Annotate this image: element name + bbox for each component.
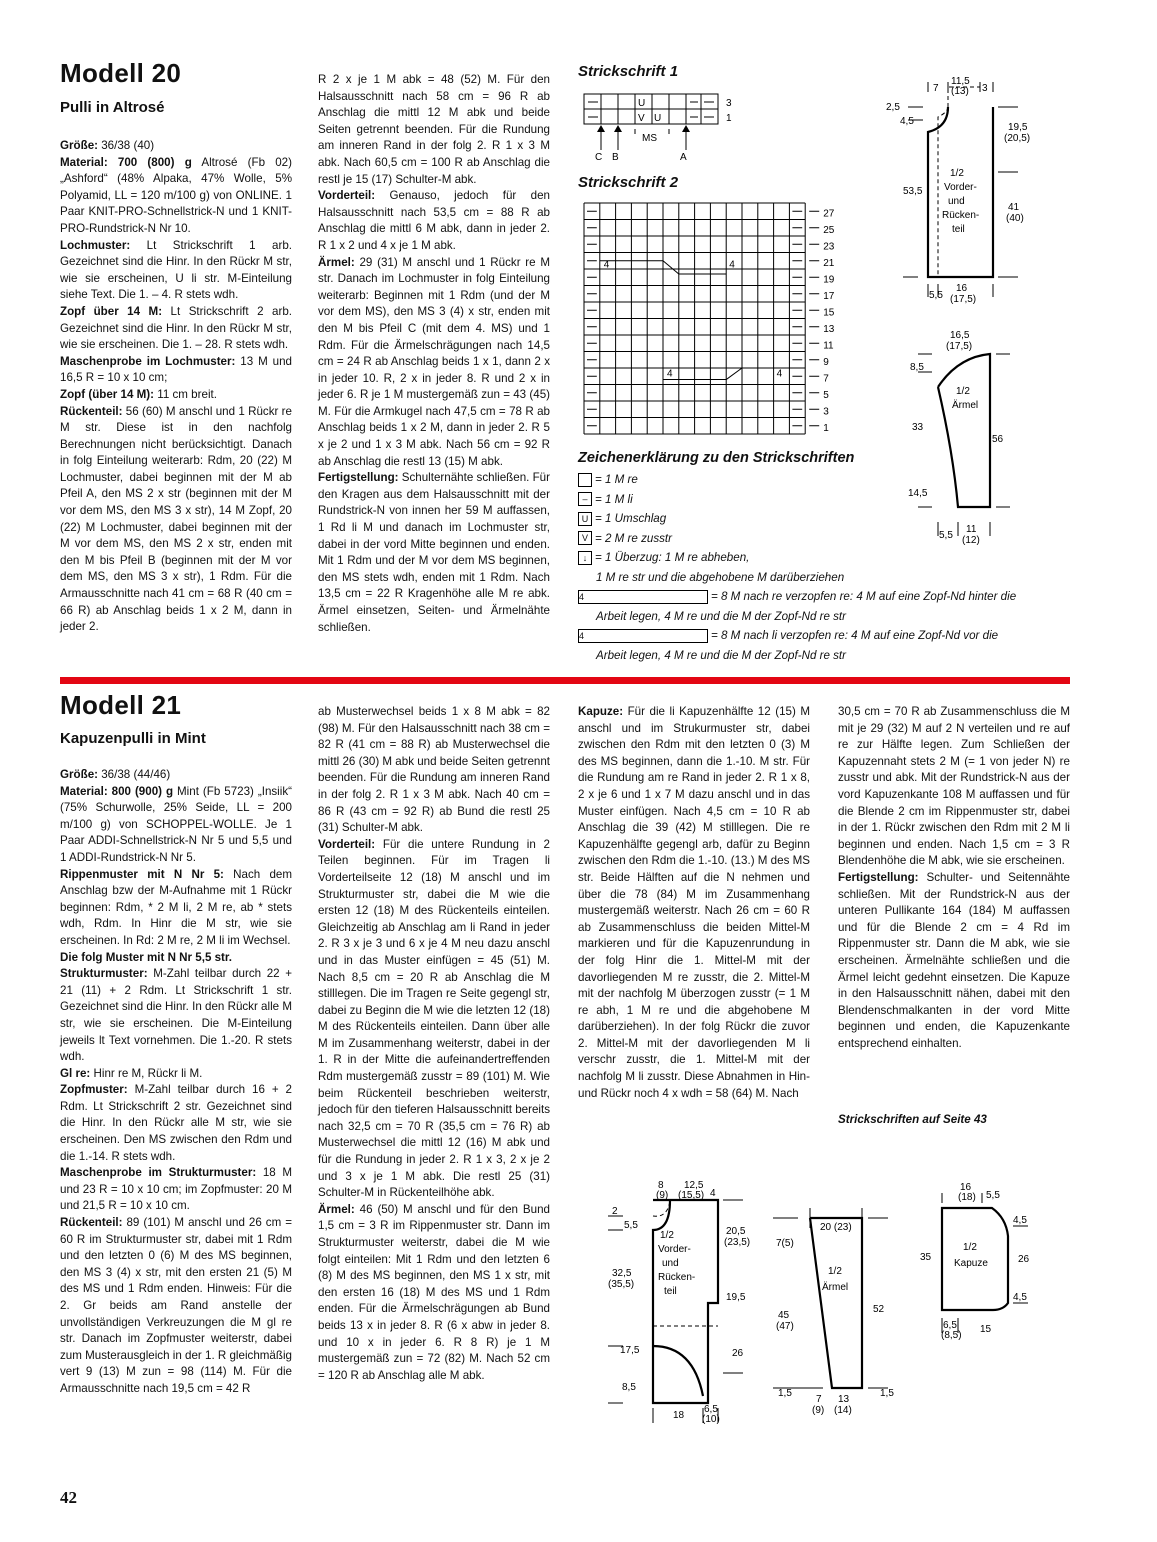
model20-subtitle: Pulli in Altrosé [60,99,165,116]
svg-text:13: 13 [838,1394,850,1405]
paragraph-heading: Maschenprobe im Strukturmuster: [60,1166,257,1180]
cable-right-symbol: 4 [578,590,708,604]
svg-text:8,5: 8,5 [622,1382,636,1393]
svg-text:26: 26 [1018,1254,1030,1265]
paragraph-text: 18 M und 23 R = 10 x 10 cm; im Zopfmuster: 20 M und 21,5 R = 10 x 10 cm. [60,1166,292,1213]
svg-text:16,5: 16,5 [950,330,970,341]
paragraph-text: 56 (60) M anschl und 1 Rückr re M str. Diese ist in den nachfolg Berechnungen nicht berücksichtigt. Danach in folg Einteilung weiterarb: Rdm, 20 (22) M Lochmuster, dabei beginnen mit der M ab Pfeil A, den MS 2 x str (beginnen mit der M vor dem MS, den MS 3 x str), 14 M Zopf, 20 (22) M Lochmuster, dabei beginnen mit der M vor dem MS, den MS 2 x str, enden mit den M bis Pfeil B (beginnen mit der M vor dem MS, den MS 3 x str), 1 Rdm. Für die Armausschnitte nach 41 cm = 68 R (40 cm = 66 R) ab Anschlag beids 1 x 2 M, dann in jeder 2. [60,404,292,634]
svg-text:5,5: 5,5 [929,290,943,301]
svg-text:8: 8 [658,1180,664,1191]
svg-text:Rücken-: Rücken- [658,1272,696,1283]
svg-text:U: U [638,98,646,109]
paragraph [60,354,292,387]
svg-text:17: 17 [823,290,835,302]
svg-text:56: 56 [992,434,1004,445]
svg-text:7: 7 [933,83,939,94]
svg-text:19: 19 [823,274,835,286]
paragraph-text: Altrosé (Fb 02) „Ashford“ (48% Alpaka, 47% Wolle, 5% Polyamid, LL = 120 m/100 g) von ONLINE. 1 Paar KNIT-PRO-Schnellstrick-N und 1 KNIT-PRO-Rundstrick-N Nr 10. [60,155,292,235]
paragraph [60,784,292,867]
svg-text:B: B [612,152,619,163]
svg-text:33: 33 [912,422,924,433]
paragraph [318,704,550,837]
svg-text:14,5: 14,5 [908,488,928,499]
svg-text:1: 1 [823,422,829,434]
svg-text:16: 16 [960,1182,972,1193]
paragraph [60,767,292,784]
paragraph [60,966,292,1066]
paragraph-heading: Größe: [60,768,99,781]
svg-text:4,5: 4,5 [1013,1292,1027,1303]
svg-text:18: 18 [673,1410,685,1421]
model21-title: Modell 21 [60,690,182,720]
svg-text:teil: teil [952,224,965,235]
paragraph-text: Schulter- und Seitennähte schließen. Mit der Rundstrick-N aus der unteren Pullikante 164 (184) M auffassen und für die Blende 2 cm = 4 Rd im Rippenmuster str. Dann die M abk, wie sie erscheinen. Ärmelnähte schließen und die Ärmel leicht gedehnt einsetzen. Die Kapuze in den Halsausschnitt nähen, dabei mit den Blendenschmalkanten in der vord Mitte beginnen und enden, die Kapuzenkante entsprechend einhalten. [838,870,1070,1050]
model21-schematics [598,1178,1068,1428]
knit-left-symbol: – [578,492,592,506]
svg-text:4: 4 [667,368,673,380]
skpo-symbol: ↓ [578,551,592,565]
model20-title: Modell 20 [60,58,182,88]
paragraph-heading: Die folg Muster mit N Nr 5,5 str. [60,950,233,964]
svg-text:(35,5): (35,5) [608,1279,635,1290]
svg-text:4: 4 [603,259,610,271]
svg-text:45: 45 [778,1310,790,1321]
paragraph [60,404,292,636]
paragraph-text: 13 M und 16,5 R = 10 x 10 cm; [60,354,292,385]
svg-text:15: 15 [980,1324,992,1335]
svg-text:(18): (18) [958,1192,976,1203]
svg-text:(15,5): (15,5) [678,1190,705,1201]
svg-text:19,5: 19,5 [726,1292,746,1303]
paragraph [318,72,550,188]
paragraph-heading: Ärmel: [318,1202,355,1216]
model21-column-4 [838,704,1070,1052]
svg-text:A: A [680,152,687,163]
svg-text:(40): (40) [1006,213,1024,224]
paragraph-text: ab Musterwechsel beids 1 x 8 M abk = 82 (98) M. Für den Halsausschnitt nach 38 cm = 82 R (41 cm = 88 R) ab Musterwechsel die mittl 26 (30) M abk und beide Seiten getrennt beenden. Für die Rundung am inneren Rand in der folg 2. R 1 x 3 M abk. Nach 40 cm = 86 R (43 cm = 92 R) ab Bund die restl 25 (31) Schulter-M abk. [318,705,551,835]
svg-text:6,5: 6,5 [943,1320,957,1331]
svg-text:Vorder-: Vorder- [944,182,977,193]
svg-text:9: 9 [823,356,829,368]
svg-text:Ärmel: Ärmel [952,400,979,411]
svg-text:2: 2 [612,1206,618,1217]
svg-text:41: 41 [1008,202,1020,213]
chart-reference: Strickschriften auf Seite 43 [838,1113,987,1126]
paragraph-heading: Vorderteil: [318,189,376,203]
svg-text:1/2: 1/2 [660,1230,674,1241]
svg-text:(13): (13) [951,86,969,97]
svg-text:2,5: 2,5 [886,102,900,113]
paragraph [60,238,292,304]
svg-text:1/2: 1/2 [828,1266,842,1277]
legend-title: Zeichenerklärung zu den Strickschriften [578,450,855,466]
chart2-title: Strickschrift 2 [578,174,679,191]
paragraph-text: Hinr re M, Rückr li M. [90,1066,203,1080]
svg-text:27: 27 [823,208,835,220]
svg-text:Kapuze: Kapuze [954,1258,988,1269]
paragraph-text: Lt Strickschrift 2 arb. Gezeichnet sind die Hinr. In den Rückr M str, wie sie erscheinen. Die 1. – 28. R stets wdh. [60,304,292,352]
svg-text:12,5: 12,5 [684,1180,704,1191]
paragraph-heading: Zopf (über 14 M): [60,387,155,401]
paragraph-heading: Maschenprobe im Lochmuster: [60,354,236,368]
svg-text:6,5: 6,5 [704,1404,718,1415]
svg-text:4,5: 4,5 [1013,1215,1027,1226]
paragraph-text: Lt Strickschrift 1 arb. Gezeichnet sind die Hinr. In den Rückr M str, wie sie erscheinen, U li str. M-Einteilung siehe Text. Die 1. – 4. R stets wdh. [60,238,292,302]
paragraph [60,304,292,354]
svg-text:MS: MS [642,133,657,144]
svg-text:(9): (9) [656,1190,669,1201]
svg-text:3: 3 [982,83,988,94]
paragraph-text: M-Zahl teilbar durch 22 + 21 (11) + 2 Rdm. Lt Strickschrift 1 str. Gezeichnet sind die Hinr. In den Rückr alle M str, wie sie erscheinen. Die M-Einteilung jeweils lt Text vornehmen. Die 1.-20. R stets wdh. [60,967,292,1064]
paragraph [60,155,292,238]
paragraph-text: M-Zahl teilbar durch 16 + 2 Rdm. Lt Strickschrift 2 str. Gezeichnet sind die Hinr. In den Rückr alle M str, wie sie erscheinen. Den MS zwischen den Rdm und die 1.-14. R stets wdh. [60,1083,292,1163]
paragraph-heading: Gl re: [60,1066,91,1080]
paragraph-heading: Größe: [60,139,99,152]
paragraph-text: Nach dem Anschlag bzw der M-Aufnahme mit 1 Rückr beginnen: Rdm, * 2 M li, 2 M re, ab * stets wdh, Rdm. In Hinr die M str, wie sie erscheinen. In Rd: 2 M re, 2 M li im Wechsel. [60,867,292,947]
model21-subtitle: Kapuzenpulli in Mint [60,730,206,747]
model20-column-2 [318,72,550,636]
svg-text:20,5: 20,5 [726,1226,746,1237]
paragraph [318,188,550,254]
paragraph [60,1165,292,1215]
paragraph-heading: Vorderteil: [318,837,376,851]
paragraph [60,387,292,404]
svg-text:23: 23 [823,241,835,253]
svg-text:(14): (14) [834,1405,852,1416]
svg-text:C: C [595,152,603,163]
svg-text:4: 4 [729,259,735,271]
paragraph [60,950,292,967]
svg-text:11: 11 [823,340,834,352]
svg-text:8,5: 8,5 [910,362,924,373]
svg-text:5,5: 5,5 [939,530,953,541]
svg-text:5,5: 5,5 [986,1190,1000,1201]
svg-text:4: 4 [776,368,783,380]
k2tog-symbol: V [578,531,592,545]
paragraph [318,255,550,471]
svg-text:21: 21 [823,257,835,269]
svg-text:17,5: 17,5 [620,1345,640,1356]
paragraph-text: 89 (101) M anschl und 26 cm = 60 R im Strukturmuster str, dabei mit 1 Rdm und den letzten 0 (6) M des MS beginnen, den MS 3 (4) x str, mit den ersten 21 (5) M des MS und 1 Rdm enden. Hinweis: Für die 2. Gr beids am Rand anstelle der unvollständigen Verkreuzungen die M gl re str. Danach im Zopfmuster weiterstr, dabei zum Musterausgleich in der 1. R gleichmäßig vert 9 (13) M zun = 98 (114) M. Für die Armausschnitte nach 19,5 cm = 42 R [60,1216,292,1395]
svg-text:11: 11 [966,524,977,535]
paragraph-text: Für die li Kapuzenhälfte 12 (15) M anschl und im Strukurmuster str, dabei zwischen den Rdm mit den letzten 0 (3) M des MS beginnen, dann die 1.-10. M str. Für die Rundung am re Rand in jeder 2. R 1 x 8, 2 x je 6 und 1 x 7 M dazu anschl und in das Muster einfügen. Nach 4,5 cm = 10 R ab Anschlag die 39 (42) M stilllegen. Die re Kapuzenhälfte gegengl arb, dafür zu Beginn zwischen den Rdm die 1.-10. (13.) M des MS str. Beide Hälften auf die N nehmen und über die 78 (84) M im Zusammenhang mustergemäß weiterstr. Nach 26 cm = 60 R ab Zusammenschluss die beiden Mittel-M markieren und für die Kapuzenrundung in der folg Hinr die 1. Mittel-M mit der davorliegenden M re zusstr, die 2. Mittel-M mit der nachfolg M überzogen zusstr (= 1 M re abh, 1 M re und die abgehobene M darüberziehen). In der folg Rückr die zuvor 2. Mittel-M mit der davorliegenden M li verschr zusstr, die 1. Mittel-M mit der nachfolg M li zusstr. Diese Abnahmen in Hin- und Rückr noch 4 x wdh = 58 (64) M. Nach [578,705,810,1100]
paragraph-heading: Rippenmuster mit N Nr 5: [60,867,224,881]
paragraph-text: Schulternähte schließen. Für den Kragen aus dem Halsausschnitt mit der Rundstrick-N von innen her 59 M auffassen, 1 Rd li M und danach im Lochmuster str, dabei in der vord Mitte beginnen und enden. Mit 1 Rdm und der M vor dem MS beginnen, den MS stets wdh, enden mit 1 Rdm. Nach 13,5 cm = 22 R Kragenhöhe alle M re abk. Ärmel einsetzen, Seiten- und Ärmelnähte schließen. [318,471,550,634]
svg-text:1/2: 1/2 [950,168,964,179]
paragraph [60,138,292,155]
svg-text:26: 26 [732,1348,744,1359]
svg-text:32,5: 32,5 [612,1268,632,1279]
svg-text:5: 5 [823,389,829,401]
svg-text:1,5: 1,5 [880,1388,894,1399]
paragraph [838,704,1070,870]
svg-text:und: und [662,1258,679,1269]
svg-text:(20,5): (20,5) [1004,133,1031,144]
paragraph-heading: Fertigstellung: [838,870,919,884]
paragraph-text: Mint (Fb 5723) „Insiik“ (75% Schurwolle, 25% Seide, LL = 200 m/100 g) von SCHOPPEL-WOLLE. Je 1 Paar ADDI-Schnellstrick-N Nr 5 und 5,5 und 1 ADDI-Rundstrick-N Nr 5. [60,784,292,864]
paragraph-heading: Material: 700 (800) g [60,155,192,169]
knit-right-symbol [578,473,592,487]
svg-text:teil: teil [664,1286,677,1297]
svg-text:19,5: 19,5 [1008,122,1028,133]
model20-body-schematic [878,72,1058,312]
model21-column-2 [318,704,550,1384]
model21-column-1 [60,767,292,1398]
paragraph [318,470,550,636]
svg-text:20 (23): 20 (23) [820,1222,852,1233]
svg-text:1/2: 1/2 [963,1242,977,1253]
paragraph-text: Genauso, jedoch für den Halsausschnitt nach 53,5 cm = 88 R ab Anschlag die mittl 6 M abk, dann in jeder 2. R 1 x 2 und 4 x je 1 M abk. [318,189,550,252]
paragraph-heading: Fertigstellung: [318,471,399,485]
svg-text:13: 13 [823,323,835,335]
svg-text:7(5): 7(5) [776,1238,794,1249]
svg-text:25: 25 [823,224,835,236]
yarn-over-symbol: U [578,512,592,526]
chart1-title: Strickschrift 1 [578,63,679,80]
svg-text:Rücken-: Rücken- [942,210,980,221]
svg-text:15: 15 [823,307,835,319]
svg-text:7: 7 [816,1394,822,1405]
svg-text:(17,5): (17,5) [946,341,973,352]
svg-text:Ärmel: Ärmel [822,1282,849,1293]
paragraph-text: 46 (50) M anschl und für den Bund 1,5 cm = 3 R im Rippenmuster str. Dann im Strukturmuster weiterstr, dabei die M wie folgt einteilen: Mit 1 Rdm und den letzten 6 (8) M des MS beginnen, den MS 1 x str, mit den ersten 16 (18) M des MS und 1 Rdm enden. Für die Ärmelschrägungen ab Bund beids 13 x in jeder 8. R (6 x abw in jeder 8. und 10 x in jeder 6. R 8 R) je 1 M mustergemäß zun = 72 (82) M. Nach 52 cm = 120 R ab Anschlag alle M abk. [318,1202,550,1382]
svg-text:35: 35 [920,1252,932,1263]
paragraph-heading: Ärmel: [318,255,355,269]
paragraph-heading: Zopfmuster: [60,1083,128,1097]
svg-text:und: und [948,196,965,207]
svg-text:(9): (9) [812,1405,825,1416]
paragraph [578,704,810,1102]
model20-sleeve-schematic [898,322,1038,552]
chart1-grid [578,92,748,164]
svg-text:U: U [654,113,662,124]
paragraph [318,1202,550,1385]
model21-column-3 [578,704,810,1102]
paragraph-heading: Rückenteil: [60,404,123,418]
paragraph-heading: Zopf über 14 M: [60,304,163,318]
svg-text:(12): (12) [962,535,980,546]
paragraph-text: 36/38 (40) [98,139,155,152]
paragraph-heading: Material: 800 (900) g [60,784,174,798]
svg-text:11,5: 11,5 [951,76,970,87]
paragraph-text: 36/38 (44/46) [98,768,171,781]
paragraph-heading: Lochmuster: [60,238,131,252]
cable-left-symbol: 4 [578,629,708,643]
paragraph [318,837,550,1202]
paragraph [60,1066,292,1083]
paragraph [838,870,1070,1053]
paragraph-heading: Kapuze: [578,705,624,718]
paragraph-text: 30,5 cm = 70 R ab Zusammenschluss die M mit je 29 (32) M auf 2 N verteilen und re auf re zur Hälfte legen. Zum Schließen der Kapuzennaht stets 2 M (= 1 von jeder N) re zusstr und abk. Mit der Rundstrick-N aus der vord Kapuzenkante 108 M auffassen und für die Blende 2 cm im Rippenmuster str, dabei in der 1. Rückr zwischen den Rdm mit 2 M li beginnen und enden. Nach 1,5 cm = 3 R Blendenhöhe die M abk, wie sie erscheinen. [838,705,1070,868]
svg-text:1: 1 [726,113,732,124]
svg-text:52: 52 [873,1304,885,1315]
svg-text:4: 4 [710,1188,716,1199]
svg-text:4,5: 4,5 [900,116,914,127]
svg-text:3: 3 [726,98,732,109]
paragraph-heading: Rückenteil: [60,1216,123,1230]
svg-text:1/2: 1/2 [956,386,970,397]
svg-text:V: V [638,113,645,124]
paragraph [60,1215,292,1398]
paragraph-text: 29 (31) M anschl und 1 Rückr re M str. Danach im Lochmuster in folg Einteilung weiterarb: Beginnen mit 1 Rdm (und der M vor dem MS), den MS 3 (4) x str, enden mit den M bis Pfeil C (mit dem 4. MS) und 1 Rdm. Für die Ärmelschrägungen nach 14,5 cm = 24 R ab Anschlag beids 1 x 1, dann 2 x in jeder 10. R, 2 x in jeder 8. R und 2 x in jeder 6. R je 1 M mustergemäß zun = 43 (45) M. Für die Armkugel nach 47,5 cm = 78 R ab Anschlag beids 1 x 2 M, dann in jeder 2. R 5 x je 2 und 1 x 3 M abk. Nach 56 cm = 92 R ab Anschlag die restl 13 (15) M abk. [318,255,550,468]
svg-text:5,5: 5,5 [624,1220,638,1231]
svg-text:7: 7 [823,373,829,385]
svg-text:(10): (10) [702,1414,720,1425]
svg-text:(17,5): (17,5) [950,294,977,305]
chart-legend: = 1 M re – = 1 M li U = 1 Umschlag V = 2 M re zusstr ↓ = 1 Überzug: 1 M re abheben, 1 M re str und die abgehobene M darüberziehen 4 = 8 M nach re verzopfen re: 4 M auf eine Zopf-Nd hinter die Arbeit legen, 4 M re und die M der Zopf-Nd re str 4 = 8 M nach li verzopfen re: 4 M auf eine Zopf-Nd vor die Arbeit legen, 4 M re und die M der Zopf-Nd re str [579,473,1017,662]
svg-text:53,5: 53,5 [903,186,923,197]
paragraph [60,1082,292,1165]
paragraph-text: R 2 x je 1 M abk = 48 (52) M. Für den Halsausschnitt nach 58 cm = 96 R ab Anschlag die mittl 12 M abk und beide Seiten getrennt beenden. Für die Rundung am inneren Rand in der folg 2. R 1 x 3 M abk. Nach 60,5 cm = 100 R ab Anschlag die restl je 15 (17) Schulter-M abk. [318,73,550,186]
page-number: 42 [60,1488,77,1507]
paragraph-text: Für die untere Rundung in 2 Teilen beginnen. Für im Tragen li Vorderteilseite 12 (18) M anschl und im Strukturmuster str, dabei die M wie die ersten 12 (18) M des Rückenteils einteilen. Gleichzeitig ab Anschlag am li Rand in jeder 2. R 3 x je 3 und 6 x je 4 M neu dazu anschl und in das Muster einfügen = 45 (51) M. Nach 8,5 cm = 20 R ab Anschlag die M stilllegen. Die im Tragen re Seite gegengl str, dabei zu Beginn die M wie die letzten 12 (18) M des Rückenteils einteilen. Dann über alle M im Zusammenhang weiterstr, dabei in der 1. R in der Mitte die aufeinandertreffenden Rdm mustergemäß zusstr = 89 (101) M. Wie beim Rückenteil beschrieben weiterstr, jedoch für den tieferen Halsausschnitt bereits nach 32,5 cm = 70 R (35,5 cm = 76 R) ab Musterwechsel die mittl 12 (16) M abk und für die Rundung in jeder 2. R 1 x 3, 2 x je 2 und 3 x je 1 M abk. Die restl 25 (31) Schulter-M in Rückenteilhöhe abk. [318,837,551,1200]
model20-column-1 [60,138,292,636]
section-divider [60,677,1070,684]
chart2-grid [578,198,848,438]
paragraph [60,867,292,950]
svg-text:Vorder-: Vorder- [658,1244,691,1255]
svg-text:1,5: 1,5 [778,1388,792,1399]
svg-text:3: 3 [823,406,829,418]
svg-text:(47): (47) [776,1321,794,1332]
paragraph-text: 11 cm breit. [154,387,217,401]
svg-text:(8,5): (8,5) [941,1330,962,1341]
paragraph-heading: Strukturmuster: [60,967,148,981]
svg-text:16: 16 [956,283,968,294]
svg-text:(23,5): (23,5) [724,1237,751,1248]
